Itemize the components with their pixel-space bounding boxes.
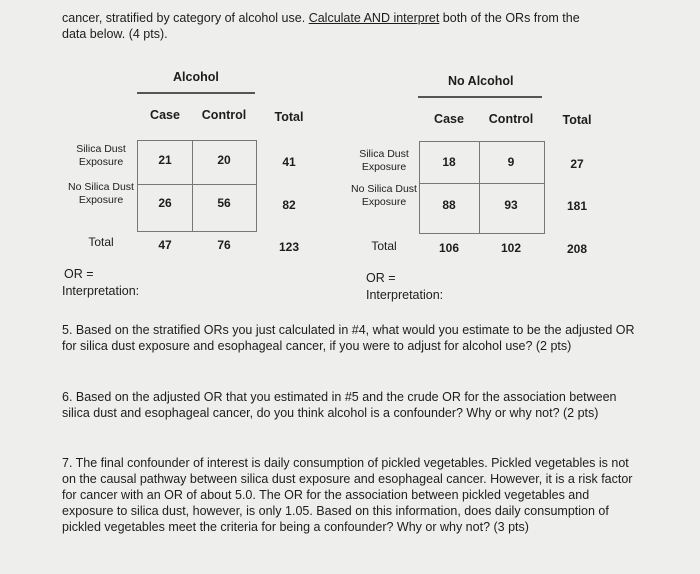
question-6: 6. Based on the adjusted OR that you estimated in #5 and the crude OR for the association between silica dust and esophageal cancer, do you think alcohol is a confounder? Why or why not? (2 pts) (62, 390, 617, 420)
alcohol-row-label-exposed: Silica Dust Exposure (76, 143, 126, 168)
alcohol-heading: Alcohol (173, 70, 219, 84)
alcohol-cell-c: 26 (158, 196, 172, 210)
alcohol-cell-row2-total: 82 (282, 198, 296, 212)
intro-underlined: Calculate AND interpret (308, 11, 440, 25)
alcohol-cell-total-case: 47 (158, 238, 172, 252)
intro-line1: cancer, stratified by category of alcohol use. (62, 11, 306, 25)
question-7: 7. The final confounder of interest is daily consumption of pickled vegetables. Pickled vegetables is not on the causal pathway between silica dust exposure and esophageal cancer. However, it is a risk factor for cancer with an OR of about 5.0. The OR for the association between pickled vegetables and exposure to silica dust, however, is only 1.05. Based on this information, does daily consumption of pickled vegetables meet the criteria for being a confounder? Why or why not? (3 pts) (62, 456, 633, 534)
no-alcohol-cell-d: 93 (504, 198, 518, 212)
no-alcohol-cell-b: 9 (507, 155, 515, 169)
intro-line2: data below. (4 pts). (62, 27, 168, 41)
no-alcohol-row-label-unexposed: No Silica Dust Exposure (351, 183, 417, 208)
alcohol-cell-total-control: 76 (217, 238, 231, 252)
no-alcohol-cell-total-case: 106 (438, 241, 460, 255)
no-alcohol-cell-total-control: 102 (500, 241, 522, 255)
no-alcohol-header-control: Control (488, 112, 534, 126)
no-alcohol-cell-row1-total: 27 (570, 157, 584, 171)
alcohol-header-control: Control (201, 108, 247, 122)
no-alcohol-interp-label: Interpretation: (366, 288, 444, 302)
alcohol-header-total: Total (274, 110, 304, 124)
no-alcohol-row-label-total: Total (371, 239, 397, 253)
no-alcohol-header-total: Total (562, 113, 592, 127)
alcohol-cell-b: 20 (217, 153, 231, 167)
intro-line1-end: both of the ORs from the (439, 11, 580, 25)
alcohol-interp-label: Interpretation: (62, 284, 140, 298)
no-alcohol-cell-grand-total: 208 (566, 242, 588, 256)
alcohol-cell-d: 56 (217, 196, 231, 210)
alcohol-heading-rule (137, 92, 255, 94)
alcohol-grid-hline (138, 184, 256, 185)
alcohol-row-label-total: Total (88, 235, 114, 249)
alcohol-cell-a: 21 (158, 153, 172, 167)
intro-text (62, 10, 672, 42)
question-5: 5. Based on the stratified ORs you just calculated in #4, what would you estimate to be the adjusted OR for silica dust exposure and esophageal cancer, if you were to adjust for alcohol use? (2 pts) (62, 323, 635, 353)
alcohol-or-label: OR = (64, 267, 94, 281)
alcohol-header-case: Case (150, 108, 180, 122)
no-alcohol-row-label-exposed: Silica Dust Exposure (359, 148, 409, 173)
alcohol-cell-row1-total: 41 (282, 155, 296, 169)
alcohol-row-label-unexposed: No Silica Dust Exposure (68, 181, 134, 206)
no-alcohol-cell-row2-total: 181 (566, 199, 588, 213)
no-alcohol-heading-rule (418, 96, 542, 98)
no-alcohol-grid-hline (420, 183, 544, 184)
alcohol-cell-grand-total: 123 (278, 240, 300, 254)
no-alcohol-or-label: OR = (366, 271, 396, 285)
no-alcohol-header-case: Case (434, 112, 464, 126)
no-alcohol-cell-c: 88 (442, 198, 456, 212)
no-alcohol-heading: No Alcohol (448, 74, 514, 88)
no-alcohol-cell-a: 18 (442, 155, 456, 169)
